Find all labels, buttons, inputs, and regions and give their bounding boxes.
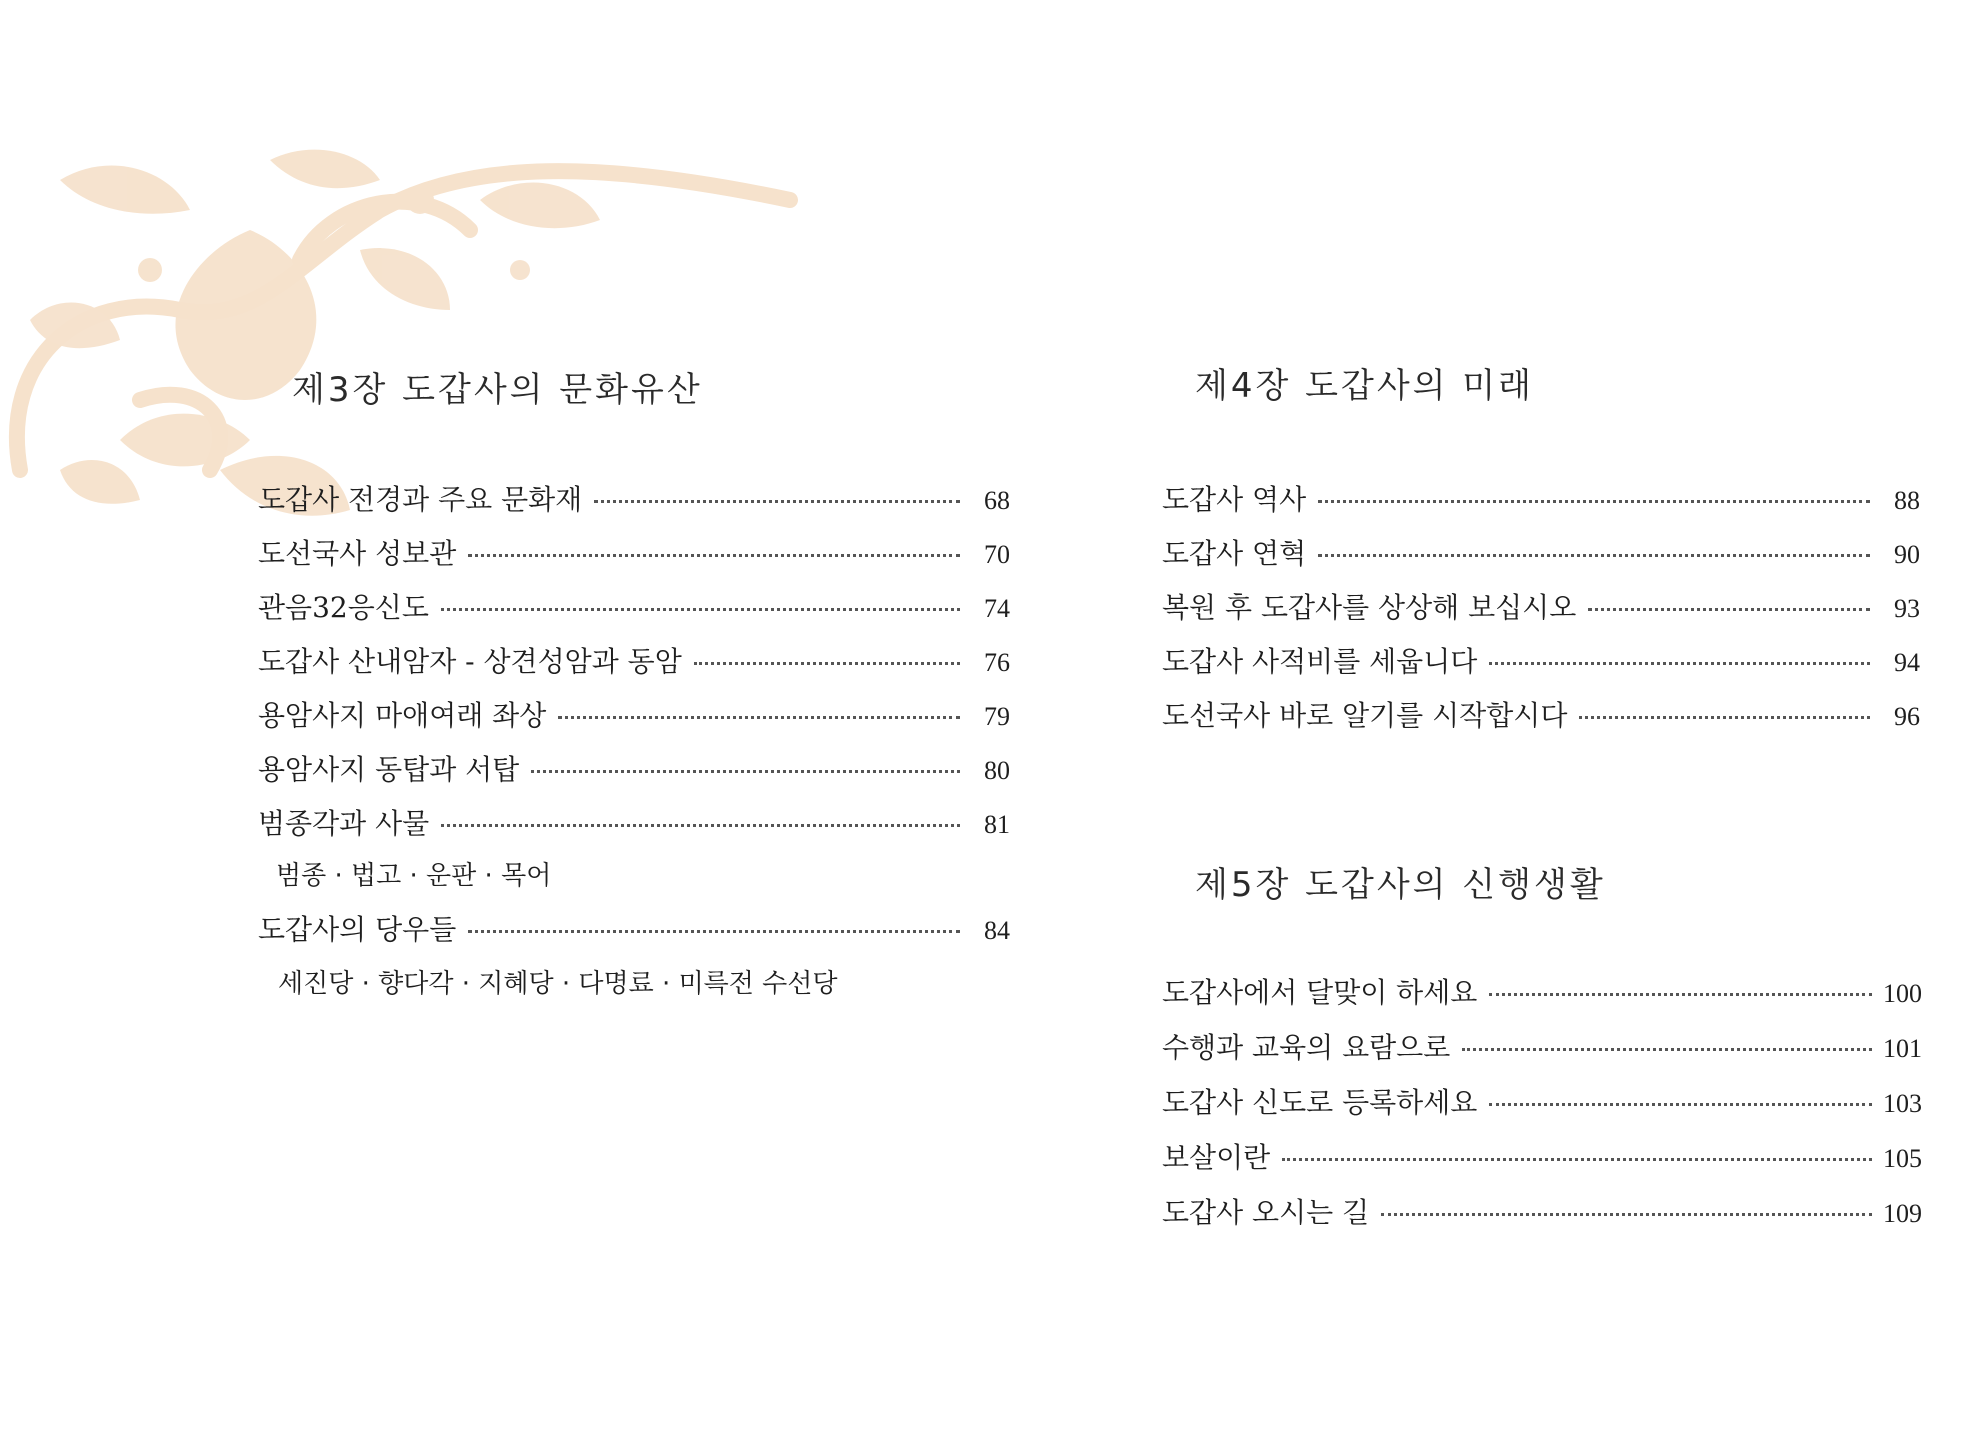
toc-entry-title: 보살이란 xyxy=(1162,1141,1271,1174)
toc-leader-dots xyxy=(441,608,960,611)
toc-page-number: 96 xyxy=(1894,702,1920,731)
toc-entry-title: 용암사지 마애여래 좌상 xyxy=(258,699,547,732)
toc-entry[interactable] xyxy=(1162,975,1922,1011)
toc-page-number: 84 xyxy=(984,916,1010,945)
toc-leader-dots xyxy=(594,500,960,503)
toc-page-number: 100 xyxy=(1883,979,1922,1008)
toc-entry[interactable] xyxy=(258,752,1010,788)
toc-page-number: 88 xyxy=(1894,486,1920,515)
toc-page-number: 76 xyxy=(984,648,1010,677)
toc-entry-title: 도갑사 사적비를 세웁니다 xyxy=(1162,645,1478,678)
toc-leader-dots xyxy=(1381,1213,1872,1216)
toc-leader-dots xyxy=(1318,554,1870,557)
toc-page-number: 109 xyxy=(1883,1199,1922,1228)
toc-sub-entry: 범종 · 법고 · 운판 · 목어 xyxy=(276,861,552,891)
toc-entry-title: 관음32응신도 xyxy=(258,591,429,624)
toc-leader-dots xyxy=(1318,500,1870,503)
toc-page-number: 68 xyxy=(984,486,1010,515)
toc-entry-title: 용암사지 동탑과 서탑 xyxy=(258,753,520,786)
toc-leader-dots xyxy=(1489,662,1870,665)
toc-entry-title: 도선국사 바로 알기를 시작합시다 xyxy=(1162,699,1568,732)
toc-entry[interactable] xyxy=(1162,1030,1922,1066)
toc-sub-entry: 세진당 · 향다각 · 지혜당 · 다명료 · 미륵전 수선당 xyxy=(278,969,838,999)
toc-leader-dots xyxy=(531,770,960,773)
toc-entry-title: 도선국사 성보관 xyxy=(258,537,457,570)
toc-entry[interactable] xyxy=(258,536,1010,572)
toc-entry[interactable] xyxy=(1162,698,1920,734)
toc-page-number: 80 xyxy=(984,756,1010,785)
toc-leader-dots xyxy=(1462,1048,1872,1051)
toc-leader-dots xyxy=(1579,716,1870,719)
toc-entry-title: 도갑사에서 달맞이 하세요 xyxy=(1162,976,1478,1009)
toc-leader-dots xyxy=(468,930,960,933)
toc-page-number: 101 xyxy=(1883,1034,1922,1063)
toc-leader-dots xyxy=(694,662,960,665)
toc-entry-title: 도갑사 연혁 xyxy=(1162,537,1307,570)
toc-leader-dots xyxy=(468,554,960,557)
toc-leader-dots xyxy=(1588,608,1870,611)
toc-entry[interactable] xyxy=(258,698,1010,734)
toc-entry[interactable] xyxy=(1162,482,1920,518)
toc-entry-title: 수행과 교육의 요람으로 xyxy=(1162,1031,1451,1064)
toc-page-number: 90 xyxy=(1894,540,1920,569)
toc-entry[interactable] xyxy=(1162,590,1920,626)
toc-entry-title: 도갑사 신도로 등록하세요 xyxy=(1162,1086,1478,1119)
toc-leader-dots xyxy=(558,716,960,719)
toc-entry[interactable] xyxy=(258,912,1010,948)
chapter-4-toc xyxy=(1162,482,1920,734)
toc-entry-title: 도갑사 오시는 길 xyxy=(1162,1196,1370,1229)
toc-page-number: 74 xyxy=(984,594,1010,623)
toc-entry[interactable] xyxy=(258,590,1010,626)
toc-page-number: 94 xyxy=(1894,648,1920,677)
toc-page-number: 70 xyxy=(984,540,1010,569)
toc-leader-dots xyxy=(1489,993,1872,996)
chapter-5-title: 제5장 도갑사의 신행생활 xyxy=(1195,865,1606,905)
toc-entry[interactable] xyxy=(258,806,1010,842)
toc-entry-title: 도갑사 역사 xyxy=(1162,483,1307,516)
toc-entry-title: 도갑사 전경과 주요 문화재 xyxy=(258,483,583,516)
toc-page-number: 81 xyxy=(984,810,1010,839)
chapter-5-toc xyxy=(1162,975,1922,1231)
toc-leader-dots xyxy=(1282,1158,1872,1161)
toc-entry[interactable] xyxy=(1162,1195,1922,1231)
toc-entry[interactable] xyxy=(258,644,1010,680)
toc-leader-dots xyxy=(441,824,960,827)
chapter-4-title: 제4장 도갑사의 미래 xyxy=(1195,366,1534,406)
toc-page-number: 93 xyxy=(1894,594,1920,623)
toc-entry-title: 복원 후 도갑사를 상상해 보십시오 xyxy=(1162,591,1577,624)
toc-page-number: 103 xyxy=(1883,1089,1922,1118)
toc-entry-title: 도갑사 산내암자 - 상견성암과 동암 xyxy=(258,645,682,678)
toc-entry-title: 도갑사의 당우들 xyxy=(258,913,457,946)
toc-leader-dots xyxy=(1489,1103,1872,1106)
toc-entry[interactable] xyxy=(258,482,1010,518)
toc-entry-title: 범종각과 사물 xyxy=(258,807,430,840)
toc-entry[interactable] xyxy=(1162,644,1920,680)
toc-page-number: 79 xyxy=(984,702,1010,731)
toc-entry[interactable] xyxy=(1162,1140,1922,1176)
chapter-3-toc xyxy=(258,482,1010,1002)
toc-entry[interactable] xyxy=(1162,1085,1922,1121)
toc-page-number: 105 xyxy=(1883,1144,1922,1173)
toc-entry[interactable] xyxy=(1162,536,1920,572)
chapter-3-title: 제3장 도갑사의 문화유산 xyxy=(292,370,703,410)
